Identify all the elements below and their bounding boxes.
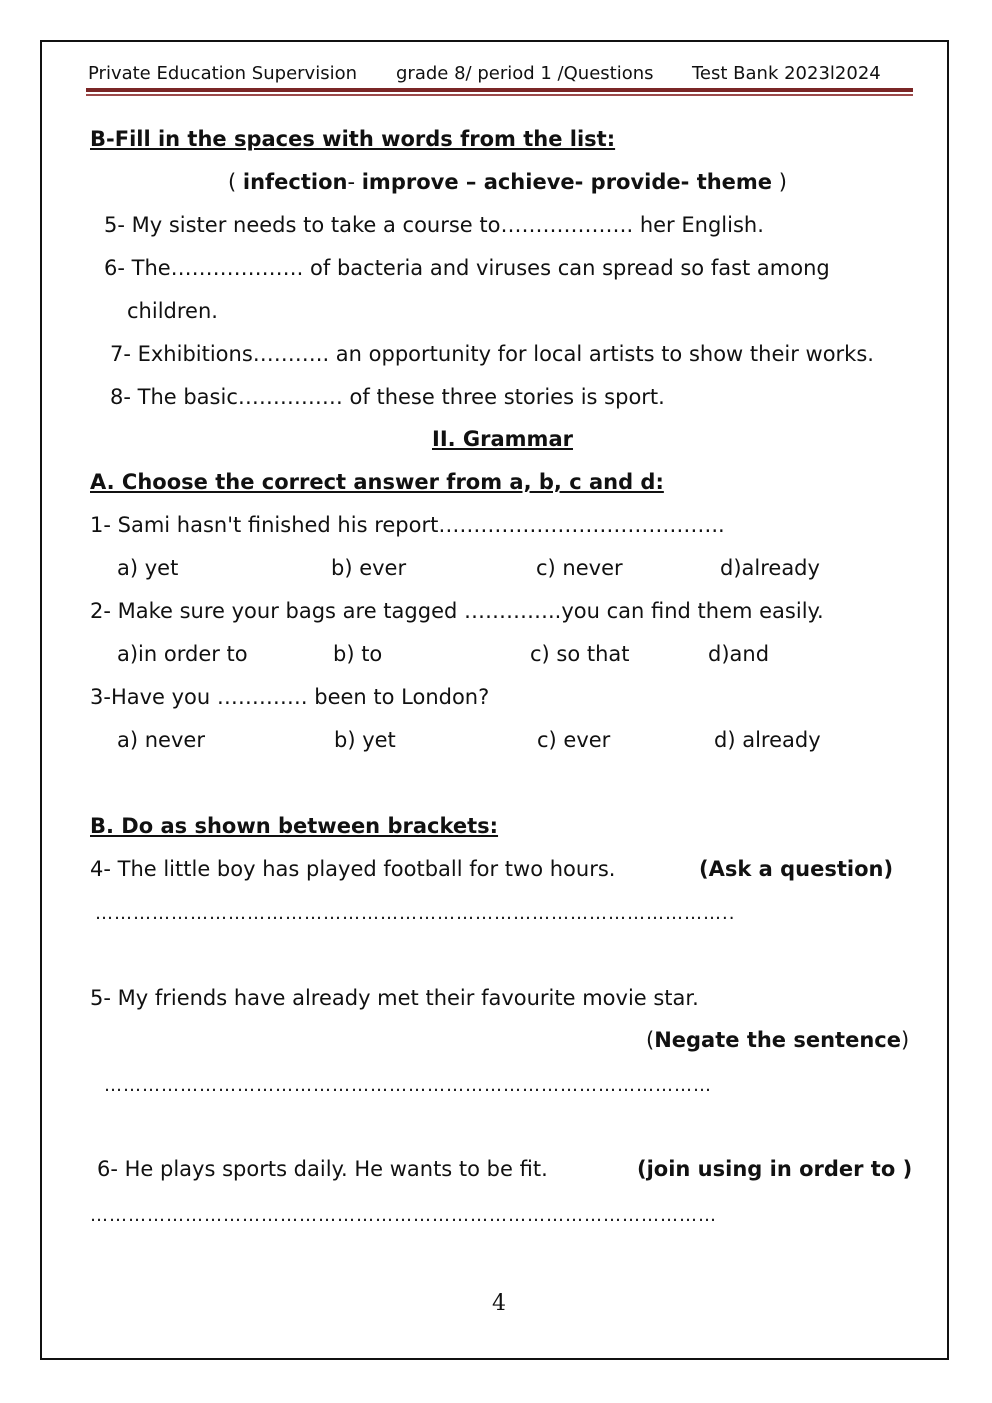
option: b) ever [331,556,407,580]
transform-question-5: 5- My friends have already met their favourite movie star. [90,986,699,1010]
word-infection: infection [242,170,348,194]
instruction-negate-text: Negate the sentence [654,1028,901,1052]
word-sep: - [574,170,591,194]
word-achieve: achieve [483,170,575,194]
word-sep: – [458,170,484,194]
grammar-title: II. Grammar [432,427,573,451]
option: b) to [333,642,383,666]
page-number: 4 [492,1291,506,1316]
fill-question-8: 8- The basic…………… of these three stories is sport. [110,385,665,409]
option: a) never [117,728,205,752]
grammar-b-title: B. Do as shown between brackets: [90,814,499,838]
answer-line: …………………………………………………………………………………… [104,1075,712,1096]
word-list-open: ( [228,170,243,194]
option: c) so that [530,642,630,666]
fill-question-7: 7- Exhibitions……….. an opportunity for local artists to show their works. [110,342,874,366]
fill-question-6-cont: children. [127,299,218,323]
word-provide: provide [590,170,681,194]
word-list-close: ) [772,170,787,194]
word-theme: theme [696,170,773,194]
transform-question-6: 6- He plays sports daily. He wants to be fit. [97,1157,548,1181]
mcq-question-2: 2- Make sure your bags are tagged …………..you can find them easily. [90,599,824,623]
header-right: Test Bank 2023l2024 [692,63,881,84]
grammar-a-title: A. Choose the correct answer from a, b, c and d: [90,470,664,494]
header-middle: grade 8/ period 1 /Questions [396,63,654,84]
answer-line: ……………………………………………………………………………………… [90,1205,717,1226]
fill-question-6: 6- The………………. of bacteria and viruses can spread so fast among [104,256,830,280]
word-sep: - [680,170,697,194]
option: c) never [536,556,623,580]
header-left: Private Education Supervision [88,63,357,84]
header-rule-thin [86,94,913,96]
header-rule [86,88,913,92]
option: d) already [714,728,821,752]
word-improve: improve [361,170,459,194]
transform-question-4: 4- The little boy has played football for two hours. [90,857,616,881]
mcq-question-1: 1- Sami hasn't finished his report………………………………….. [90,513,725,537]
instruction-join: (join using in order to ) [637,1157,913,1181]
option: d)and [708,642,770,666]
option: c) ever [537,728,611,752]
option: b) yet [334,728,396,752]
fill-question-5: 5- My sister needs to take a course to………………. her English. [104,213,764,237]
option: d)already [720,556,820,580]
word-sep: - [347,170,362,194]
option: a)in order to [117,642,248,666]
instruction-ask-question: (Ask a question) [699,857,894,881]
section-b-title: B-Fill in the spaces with words from the list: [90,127,616,151]
bracket-close: ) [900,1028,910,1052]
bracket-open: ( [646,1028,655,1052]
option: a) yet [117,556,179,580]
mcq-question-3: 3-Have you …………. been to London? [90,685,490,709]
word-list [228,169,787,195]
instruction-negate [646,1027,909,1053]
answer-line: ……………………………………………………………………………………….. [95,903,736,924]
